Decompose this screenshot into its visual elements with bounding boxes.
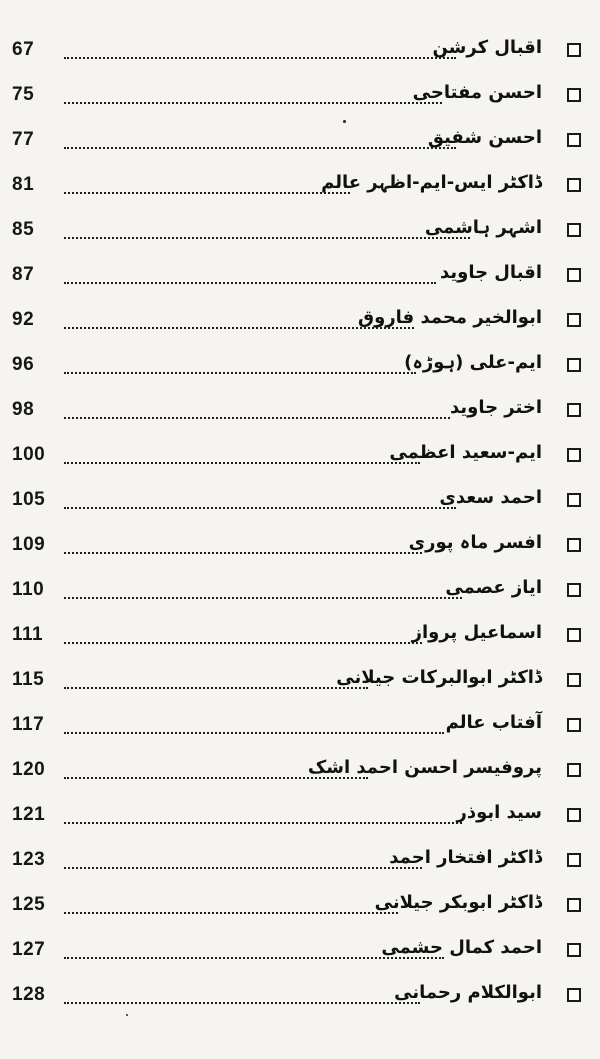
dot-leader bbox=[64, 102, 442, 104]
toc-entry bbox=[0, 210, 600, 254]
page-number: 85 bbox=[12, 219, 35, 240]
checkbox-icon bbox=[567, 88, 581, 102]
checkbox-icon bbox=[567, 628, 581, 642]
toc-entry bbox=[0, 525, 600, 569]
dot-leader bbox=[64, 372, 416, 374]
page-number: 77 bbox=[12, 129, 35, 150]
entry-title: اسماعیل پرواز bbox=[411, 622, 542, 643]
dot-leader bbox=[64, 822, 462, 824]
toc-entry bbox=[0, 885, 600, 929]
dot-leader bbox=[64, 1002, 420, 1004]
page-number: 81 bbox=[12, 174, 35, 195]
entry-title: احمد سعدی bbox=[439, 487, 542, 508]
entry-title: اختر جاوید bbox=[449, 397, 542, 418]
page-number: 117 bbox=[12, 714, 45, 735]
toc-entry bbox=[0, 390, 600, 434]
checkbox-icon bbox=[567, 808, 581, 822]
page-number: 96 bbox=[12, 354, 35, 375]
entry-title: احسن مفتاحی bbox=[412, 82, 542, 103]
dot-leader bbox=[64, 417, 450, 419]
page-number: 128 bbox=[12, 984, 46, 1005]
toc-entry bbox=[0, 75, 600, 119]
dot-leader bbox=[64, 732, 444, 734]
page-number: 120 bbox=[12, 759, 46, 780]
dot-leader bbox=[64, 552, 422, 554]
print-speck bbox=[343, 120, 346, 123]
page-number: 125 bbox=[12, 894, 46, 915]
page-number: 92 bbox=[12, 309, 35, 330]
checkbox-icon bbox=[567, 988, 581, 1002]
entry-title: ابوالخیر محمد فاروق bbox=[358, 307, 542, 328]
page-number: 111 bbox=[12, 624, 44, 645]
page-number: 127 bbox=[12, 939, 46, 960]
checkbox-icon bbox=[567, 178, 581, 192]
checkbox-icon bbox=[567, 943, 581, 957]
page-number: 115 bbox=[12, 669, 45, 690]
toc-entry bbox=[0, 255, 600, 299]
page-number: 123 bbox=[12, 849, 46, 870]
toc-entry bbox=[0, 975, 600, 1019]
page-number: 75 bbox=[12, 84, 35, 105]
checkbox-icon bbox=[567, 583, 581, 597]
page-number: 87 bbox=[12, 264, 35, 285]
dot-leader bbox=[64, 192, 350, 194]
dot-leader bbox=[64, 507, 456, 509]
checkbox-icon bbox=[567, 763, 581, 777]
checkbox-icon bbox=[567, 898, 581, 912]
checkbox-icon bbox=[567, 313, 581, 327]
toc-entry bbox=[0, 840, 600, 884]
dot-leader bbox=[64, 687, 368, 689]
entry-title: ڈاکٹر افتخار احمد bbox=[389, 847, 542, 868]
toc-entry bbox=[0, 165, 600, 209]
page-number: 100 bbox=[12, 444, 46, 465]
entry-title: افسر ماہ پوری bbox=[408, 532, 542, 553]
checkbox-icon bbox=[567, 43, 581, 57]
toc-entry bbox=[0, 30, 600, 74]
dot-leader bbox=[64, 237, 470, 239]
entry-title: احمد کمال حشمی bbox=[381, 937, 542, 958]
toc-entry bbox=[0, 750, 600, 794]
entry-title: ڈاکٹر ابوالبرکات جیلانی bbox=[336, 667, 542, 688]
entry-title: ابوالکلام رحمانی bbox=[394, 982, 542, 1003]
checkbox-icon bbox=[567, 268, 581, 282]
entry-title: آفتاب عالم bbox=[445, 712, 542, 733]
checkbox-icon bbox=[567, 718, 581, 732]
print-speck bbox=[126, 1014, 128, 1016]
checkbox-icon bbox=[567, 358, 581, 372]
page-number: 109 bbox=[12, 534, 46, 555]
entry-title: ایم-سعید اعظمی bbox=[389, 442, 542, 463]
toc-entry bbox=[0, 480, 600, 524]
toc-entry bbox=[0, 615, 600, 659]
toc-entry bbox=[0, 660, 600, 704]
checkbox-icon bbox=[567, 133, 581, 147]
entry-title: ایاز عصمی bbox=[445, 577, 542, 598]
toc-entry bbox=[0, 345, 600, 389]
entry-title: پروفیسر احسن احمد اشک bbox=[307, 757, 542, 778]
entry-title: اقبال کرشن bbox=[432, 37, 542, 58]
toc-entry bbox=[0, 435, 600, 479]
dot-leader bbox=[64, 282, 436, 284]
dot-leader bbox=[64, 147, 456, 149]
dot-leader bbox=[64, 57, 456, 59]
entry-title: سید ابوذر bbox=[456, 802, 542, 823]
toc-entry bbox=[0, 300, 600, 344]
checkbox-icon bbox=[567, 493, 581, 507]
checkbox-icon bbox=[567, 853, 581, 867]
page-number: 98 bbox=[12, 399, 35, 420]
dot-leader bbox=[64, 642, 422, 644]
checkbox-icon bbox=[567, 223, 581, 237]
dot-leader bbox=[64, 462, 420, 464]
dot-leader bbox=[64, 597, 462, 599]
toc-entry bbox=[0, 930, 600, 974]
checkbox-icon bbox=[567, 538, 581, 552]
toc-entry bbox=[0, 705, 600, 749]
entry-title: احسن شفیق bbox=[427, 127, 542, 148]
entry-title: اقبال جاوید bbox=[439, 262, 542, 283]
page-number: 121 bbox=[12, 804, 46, 825]
dot-leader bbox=[64, 912, 398, 914]
entry-title: ایم-علی (ہوڑہ) bbox=[404, 352, 542, 373]
entry-title: ڈاکٹر ابوبکر جیلانی bbox=[374, 892, 542, 913]
page-number: 105 bbox=[12, 489, 46, 510]
entry-title: ڈاکٹر ایس-ایم-اظہر عالم bbox=[321, 172, 542, 193]
checkbox-icon bbox=[567, 448, 581, 462]
page-number: 67 bbox=[12, 39, 35, 60]
checkbox-icon bbox=[567, 673, 581, 687]
toc-entry bbox=[0, 570, 600, 614]
entry-title: اشہر ہاشمی bbox=[424, 217, 542, 238]
toc-entry bbox=[0, 120, 600, 164]
toc-entry bbox=[0, 795, 600, 839]
checkbox-icon bbox=[567, 403, 581, 417]
dot-leader bbox=[64, 867, 422, 869]
page-number: 110 bbox=[12, 579, 45, 600]
